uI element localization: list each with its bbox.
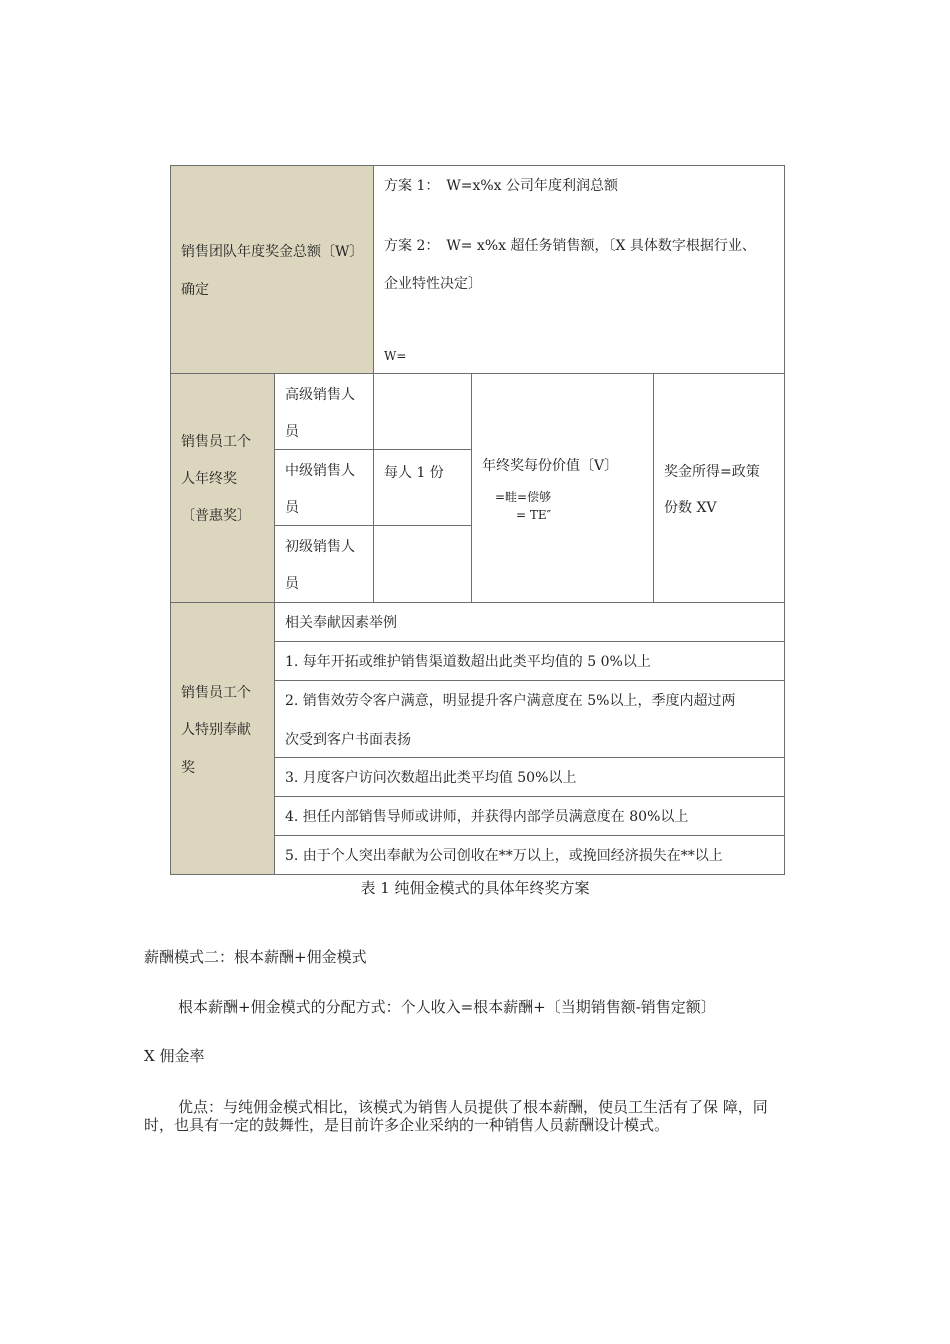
table-border-top (170, 165, 785, 166)
formula-paragraph: 根本薪酬+佣金模式的分配方式：个人收入=根本薪酬+〔当期销售额-销售定额〕 (178, 998, 716, 1016)
item-divider (274, 835, 785, 836)
row3-label: 销售员工个 (181, 685, 251, 701)
table-border-left (170, 165, 171, 875)
row2-label: 销售员工个 (181, 434, 251, 450)
level-junior: 员 (285, 576, 299, 592)
row2-label: 人年终奖 (181, 471, 237, 487)
level-senior: 高级销售人 (285, 387, 355, 403)
bonus-result: 份数 XV (664, 500, 717, 516)
row2-label-bg (171, 374, 274, 602)
item-divider (274, 641, 785, 642)
col-divider (274, 373, 275, 875)
factor-item: 5. 由于个人突出奉献为公司创收在**万以上，或挽回经济损失在**以上 (285, 848, 723, 864)
share-per-person: 每人 1 份 (384, 465, 444, 481)
factor-item: 4. 担任内部销售导师或讲师，并获得内部学员满意度在 80%以上 (285, 809, 689, 825)
col-divider (471, 373, 472, 603)
factor-item: 3. 月度客户访问次数超出此类平均值 50%以上 (285, 770, 577, 786)
item-divider (274, 757, 785, 758)
plan2-text: 方案 2： W= x%x 超任务销售额，〔X 具体数字根据行业、 (384, 238, 756, 254)
row1-label: 确定 (181, 282, 209, 298)
value-formula: = TE″ (516, 508, 552, 522)
bonus-result: 奖金所得=政策 (664, 464, 760, 480)
table-border-bottom (170, 874, 785, 875)
level-senior: 员 (285, 424, 299, 440)
row1-label: 销售团队年度奖金总额〔W〕 (181, 244, 364, 260)
factor-item: 次受到客户书面表扬 (285, 732, 411, 748)
advantage-paragraph: 时，也具有一定的鼓舞性，是目前许多企业采纳的一种销售人员薪酬设计模式。 (144, 1116, 670, 1134)
col-divider (653, 373, 654, 603)
row3-label: 人特别奉献 (181, 722, 251, 738)
item-divider (274, 680, 785, 681)
value-per-share: 年终奖每份价值〔V〕 (482, 458, 619, 474)
row3-label: 奖 (181, 760, 195, 776)
plan1-text: 方案 1： W=x%x 公司年度利润总额 (384, 178, 619, 194)
table-caption: 表 1 纯佣金模式的具体年终奖方案 (360, 879, 590, 897)
factors-header: 相关奉献因素举例 (285, 615, 397, 631)
formula-tail: X 佣金率 (144, 1047, 205, 1065)
row-divider (170, 602, 785, 603)
factor-item: 1. 每年开拓或维护销售渠道数超出此类平均值的 5 0%以上 (285, 654, 651, 670)
value-formula: =畦=偿够 (495, 490, 552, 504)
level-middle: 员 (285, 500, 299, 516)
w-formula: W= (384, 349, 407, 363)
factor-item: 2. 销售效劳令客户满意，明显提升客户满意度在 5%以上，季度内超过两 (285, 693, 736, 709)
col-divider (373, 165, 374, 603)
row-divider (170, 373, 785, 374)
table-border-right (784, 165, 785, 875)
level-middle: 中级销售人 (285, 463, 355, 479)
plan2-text: 企业特性决定〕 (384, 276, 482, 292)
item-divider (274, 796, 785, 797)
section-title: 薪酬模式二：根本薪酬+佣金模式 (144, 948, 367, 966)
advantage-paragraph: 优点：与纯佣金模式相比，该模式为销售人员提供了根本薪酬，使员工生活有了保 障，同 (178, 1098, 768, 1116)
level-junior: 初级销售人 (285, 539, 355, 555)
row2-label: 〔普惠奖〕 (181, 508, 251, 524)
row1-label-bg (171, 166, 373, 373)
